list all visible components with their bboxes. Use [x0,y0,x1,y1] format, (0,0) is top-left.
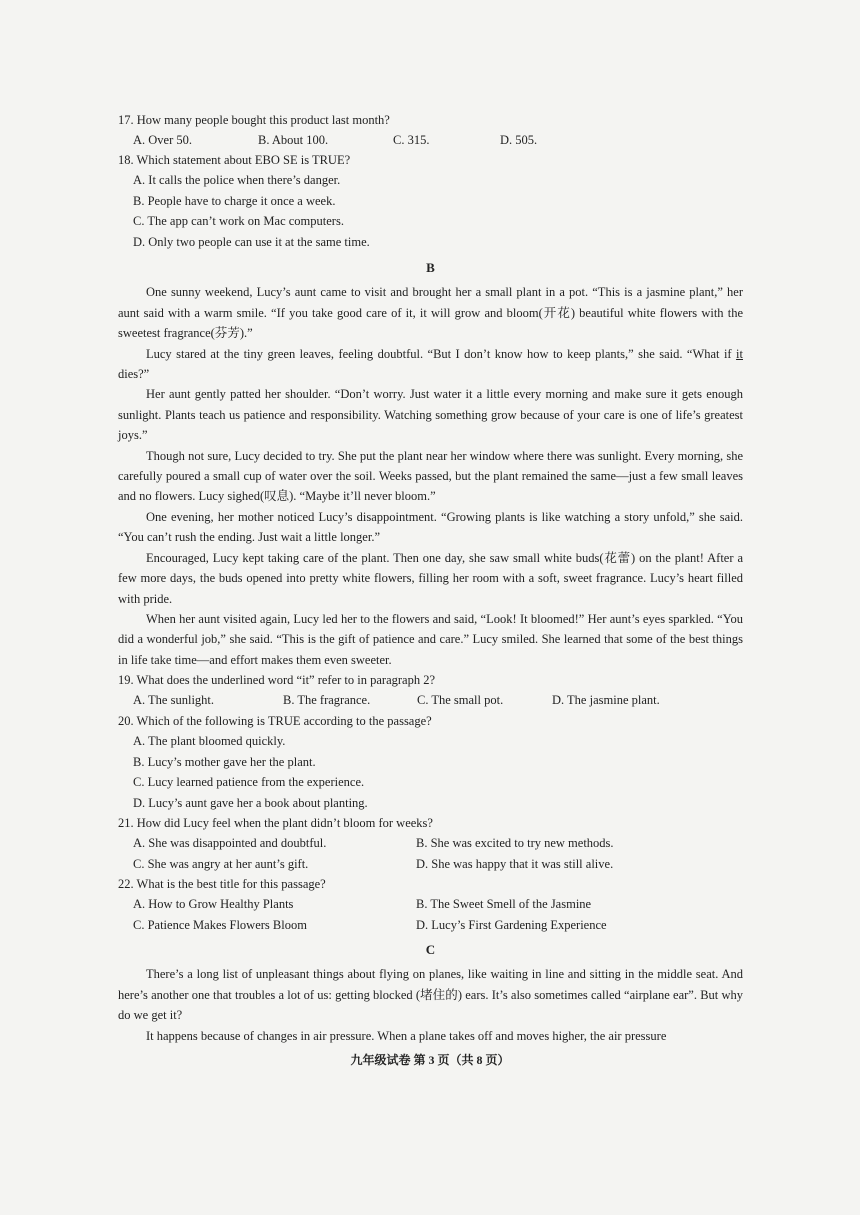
option-a: A. She was disappointed and doubtful. [133,836,327,851]
section-c [118,940,743,1046]
question-21 [118,813,743,874]
option-c: C. The app can’t work on Mac computers. [133,214,344,229]
option-c: C. Lucy learned patience from the experience. [133,775,365,790]
option-d: D. Lucy’s aunt gave her a book about planting. [133,795,368,810]
option-b: B. Lucy’s mother gave her the plant. [133,754,316,769]
paragraph-2 [118,344,743,385]
option-d: D. Lucy’s First Gardening Experience [416,917,607,932]
option-d: D. 505. [500,133,538,148]
option-a: A. The plant bloomed quickly. [133,734,286,749]
option-b: B. The Sweet Smell of the Jasmine [416,897,592,912]
question-19 [118,670,743,711]
passage-b [118,282,743,670]
option-a: A. The sunlight. [133,693,215,708]
question-stem: 17. How many people bought this product last month? [118,113,390,127]
underlined-word: it [736,346,743,361]
option-c: C. She was angry at her aunt’s gift. [133,856,309,871]
section-heading: B [426,260,435,275]
paragraph-7: When her aunt visited again, Lucy led her to the flowers and said, “Look! It bloomed!” Her aunt’s eyes sparkled. “You did a wonderful job,” she said. “This is the gift of patience and care.” Lucy smiled. She learned that some of the best things in life take time—and effort makes them even sweeter. [118,611,743,667]
question-22 [118,874,743,935]
paragraph-2-end: dies?” [118,367,150,382]
paragraph-3: Her aunt gently patted her shoulder. “Don’t worry. Just water it a little every morning and make sure it gets enough sunlight. Plants teach us patience and responsibility. Watching something grow because of your care is one of life’s greatest joys.” [118,387,743,443]
page-footer: 九年级试卷 第 3 页（共 8 页） [350,1053,510,1067]
option-c: C. Patience Makes Flowers Bloom [133,917,307,932]
question-17 [118,110,743,151]
option-a: A. It calls the police when there’s danger. [133,173,341,188]
options-row [133,130,743,150]
paragraph-1: There’s a long list of unpleasant things about flying on planes, like waiting in line and sitting in the middle seat. And here’s another one that troubles a lot of us: getting blocked (堵住的) ears. It’s also sometimes called “airplane ear”. But why do we get it? [118,967,743,1023]
question-stem: 19. What does the underlined word “it” refer to in paragraph 2? [118,673,436,687]
question-stem: 22. What is the best title for this passage? [118,877,326,891]
options-grid [133,833,743,874]
passage-c [118,964,743,1046]
question-18 [118,150,743,252]
question-stem: 20. Which of the following is TRUE according to the passage? [118,714,432,728]
option-a: A. Over 50. [133,133,193,148]
options-grid [133,894,743,935]
option-b: B. She was excited to try new methods. [416,836,614,851]
option-d: D. She was happy that it was still alive. [416,856,614,871]
question-stem: 21. How did Lucy feel when the plant didn’t bloom for weeks? [118,816,433,830]
paragraph-4: Though not sure, Lucy decided to try. She put the plant near her window where there was sunlight. Every morning, she carefully poured a small cup of water over the soil. Weeks passed, but the plant remained the same—just a few small leaves and no flowers. Lucy sighed(叹息). “Maybe it’ll never bloom.” [118,448,743,504]
question-20 [118,711,743,813]
option-b: B. People have to charge it once a week. [133,193,336,208]
paragraph-1: One sunny weekend, Lucy’s aunt came to visit and brought her a small plant in a pot. “This is a jasmine plant,” her aunt said with a warm smile. “If you take good care of it, it will grow and bloom(开花) beautiful white flowers with the sweetest fragrance(芬芳).” [118,285,743,341]
paragraph-2: It happens because of changes in air pressure. When a plane takes off and moves higher, the air pressure [146,1028,667,1043]
paragraph-5: One evening, her mother noticed Lucy’s disappointment. “Growing plants is like watching a story unfold,” she said. “You can’t rush the ending. Just wait a little longer.” [118,509,743,545]
option-a: A. How to Grow Healthy Plants [133,897,294,912]
section-b [118,258,743,670]
option-b: B. The fragrance. [283,693,371,708]
option-b: B. About 100. [258,133,329,148]
option-c: C. 315. [393,133,430,148]
paragraph-2-start: Lucy stared at the tiny green leaves, feeling doubtful. “But I don’t know how to keep plants,” she said. “What if [146,346,737,361]
question-stem: 18. Which statement about EBO SE is TRUE? [118,153,351,167]
options-row [133,690,743,710]
section-heading: C [425,942,436,957]
paragraph-6: Encouraged, Lucy kept taking care of the plant. Then one day, she saw small white buds(花蕾) on the plant! After a few more days, the buds opened into pretty white flowers, filling her room with a soft, sweet fragrance. Lucy’s heart filled with pride. [118,550,743,606]
option-c: C. The small pot. [417,693,504,708]
option-d: D. The jasmine plant. [552,693,660,708]
option-d: D. Only two people can use it at the same time. [133,234,370,249]
